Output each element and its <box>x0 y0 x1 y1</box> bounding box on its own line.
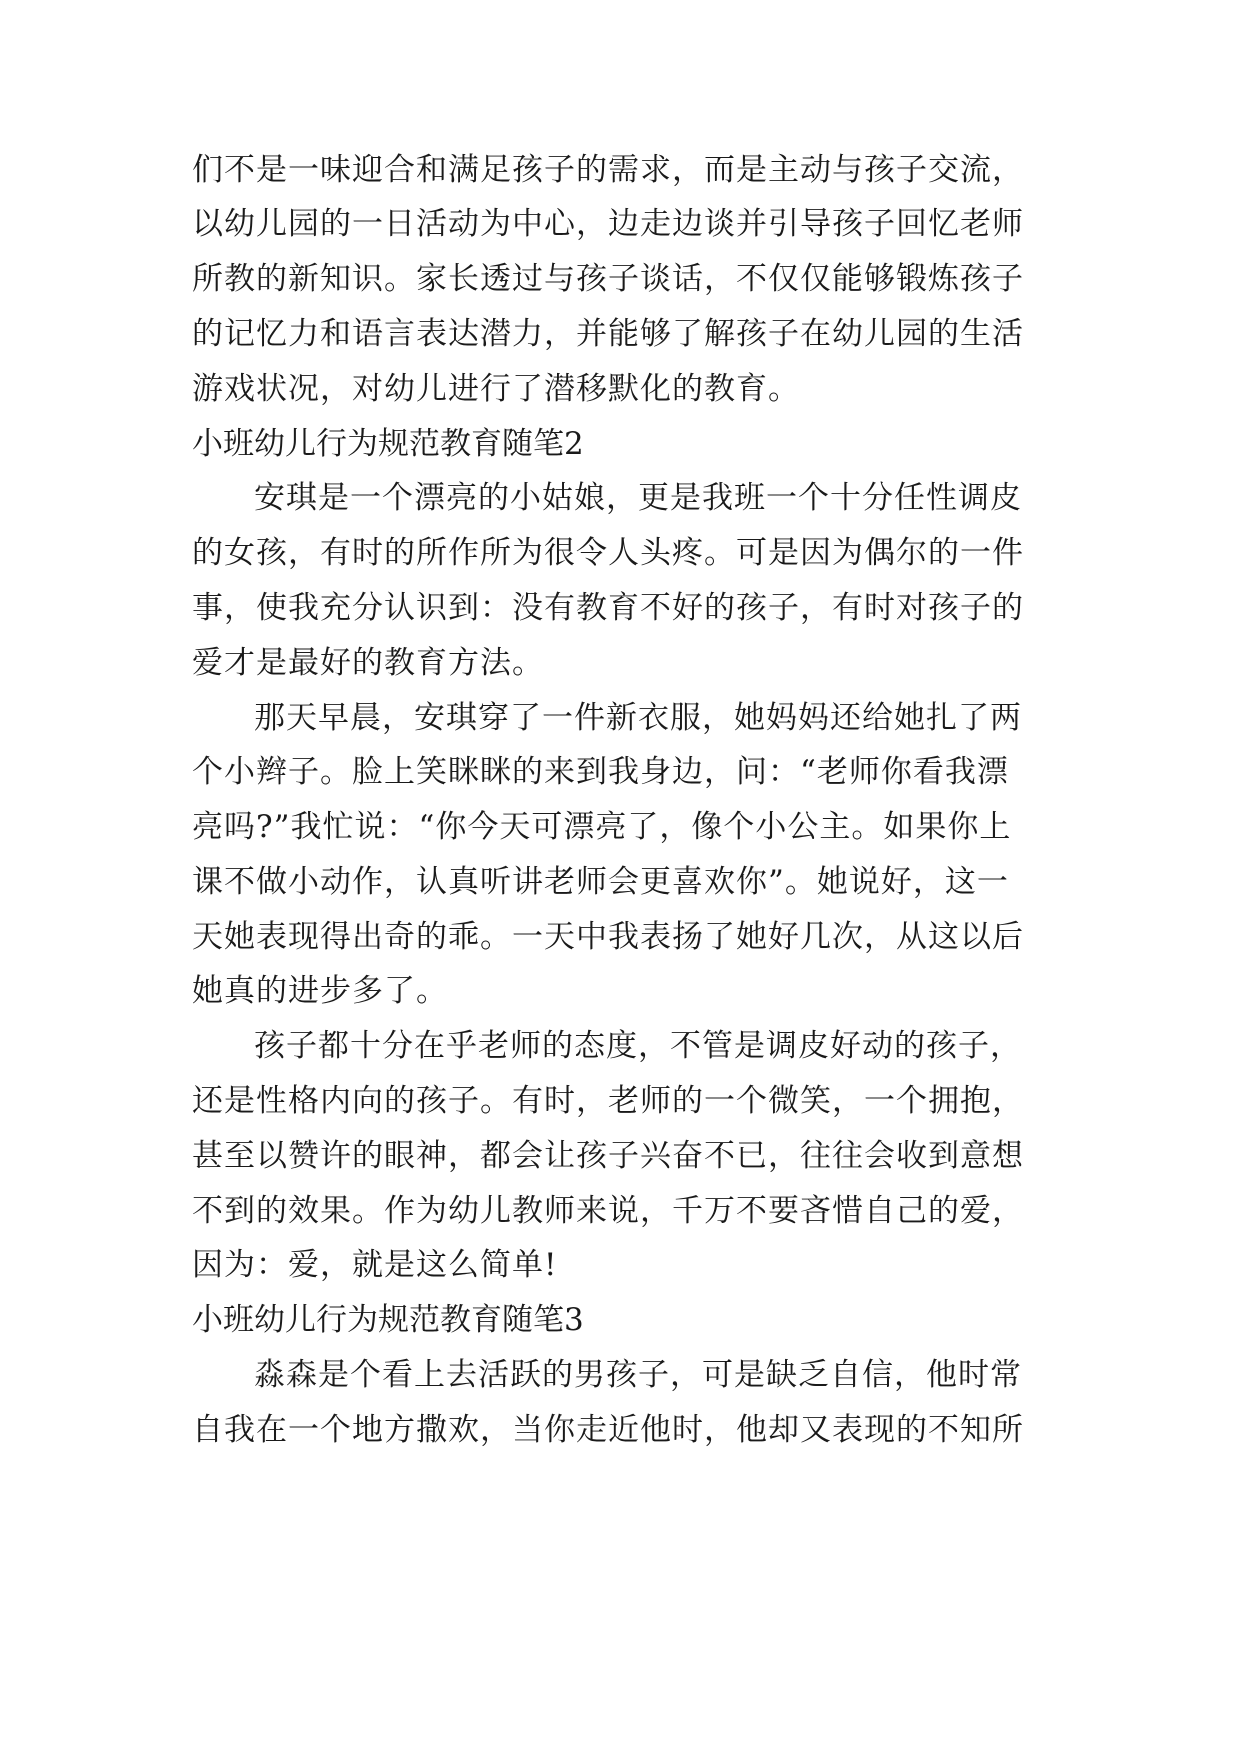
section-heading: 小班幼儿行为规范教育随笔2 <box>192 426 584 462</box>
text-line: 课不做小动作，认真听讲老师会更喜欢你”。她说好，这一 <box>192 864 1009 900</box>
text-line: 因为：爱，就是这么简单! <box>192 1247 558 1283</box>
text-line: 的女孩，有时的所作所为很令人头疼。可是因为偶尔的一件 <box>192 535 1024 571</box>
text-line: 的记忆力和语言表达潜力，并能够了解孩子在幼儿园的生活 <box>192 316 1024 352</box>
text-line: 游戏状况，对幼儿进行了潜移默化的教育。 <box>192 371 800 407</box>
text-line: 孩子都十分在乎老师的态度，不管是调皮好动的孩子， <box>254 1028 1022 1064</box>
text-line: 天她表现得出奇的乖。一天中我表扬了她好几次，从这以后 <box>192 919 1024 955</box>
text-line: 所教的新知识。家长透过与孩子谈话，不仅仅能够锻炼孩子 <box>192 261 1024 297</box>
text-line: 淼森是个看上去活跃的男孩子，可是缺乏自信，他时常 <box>254 1357 1022 1393</box>
text-line: 个小辫子。脸上笑眯眯的来到我身边，问：“老师你看我漂 <box>192 754 1009 790</box>
text-line: 安琪是一个漂亮的小姑娘，更是我班一个十分任性调皮 <box>254 480 1022 516</box>
text-line: 不到的效果。作为幼儿教师来说，千万不要吝惜自己的爱， <box>192 1193 1024 1229</box>
text-line: 甚至以赞许的眼神，都会让孩子兴奋不已，往往会收到意想 <box>192 1138 1024 1174</box>
text-line: 爱才是最好的教育方法。 <box>192 645 544 681</box>
text-line: 亮吗?”我忙说：“你今天可漂亮了，像个小公主。如果你上 <box>192 809 1012 845</box>
text-line: 以幼儿园的一日活动为中心，边走边谈并引导孩子回忆老师 <box>192 206 1024 242</box>
text-line: 还是性格内向的孩子。有时，老师的一个微笑，一个拥抱， <box>192 1083 1024 1119</box>
text-line: 她真的进步多了。 <box>192 973 448 1009</box>
section-heading: 小班幼儿行为规范教育随笔3 <box>192 1302 584 1338</box>
text-line: 事，使我充分认识到：没有教育不好的孩子，有时对孩子的 <box>192 590 1024 626</box>
text-line: 自我在一个地方撒欢，当你走近他时，他却又表现的不知所 <box>192 1412 1024 1448</box>
text-line: 那天早晨，安琪穿了一件新衣服，她妈妈还给她扎了两 <box>254 700 1022 736</box>
text-line: 们不是一味迎合和满足孩子的需求，而是主动与孩子交流， <box>192 152 1024 188</box>
